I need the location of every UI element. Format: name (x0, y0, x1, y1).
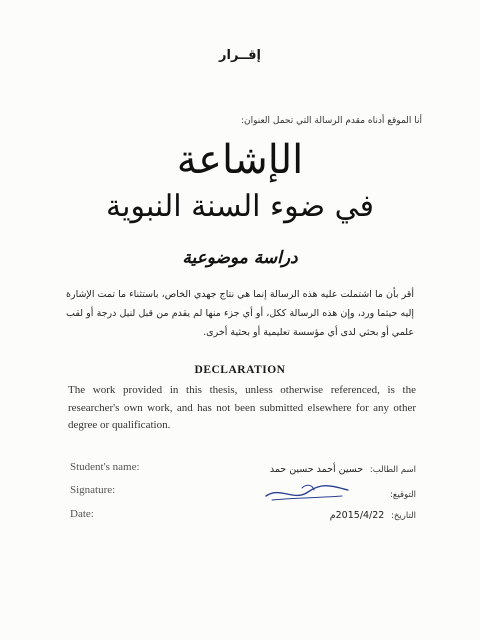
student-name-label-ar: اسم الطالب: (369, 465, 416, 475)
arabic-intro-line: أنا الموقع أدناه مقدم الرسالة التي تحمل العنوان: (240, 116, 422, 126)
thesis-title-main: الإشاعة (176, 137, 304, 183)
date-field-ar (330, 510, 416, 521)
signature-field-ar (390, 490, 416, 500)
date-label: Date: (70, 508, 94, 520)
arabic-declaration-text: أقر بأن ما اشتملت عليه هذه الرسالة إنما هي نتاج جهدي الخاص، باستثناء ما تمت الإشارة إليه حيثما ورد، وإن هذه الرسالة ككل، أو أي جزء منها لم يقدم من قبل لنيل درجة أو لقب علمي أو بحثي لدى أي مؤسسة تعليمية أو بحثية أخرى. (66, 289, 414, 338)
date-value-ar: 2015/4/22م (329, 510, 385, 521)
arabic-declaration-heading: إقــرار (219, 48, 261, 63)
thesis-title-sub: في ضوء السنة النبوية (106, 189, 374, 224)
english-declaration-text: The work provided in this thesis, unless otherwise referenced, is the researcher's own work, and has not been submitted elsewhere for any other degree or qualification. (68, 384, 416, 431)
signature-label: Signature: (70, 484, 116, 496)
student-name-label: Student's name: (70, 461, 140, 473)
signature-label-ar: التوقيع: (390, 490, 416, 500)
english-declaration-heading: DECLARATION (194, 364, 286, 376)
date-label-ar: التاريخ: (391, 511, 416, 521)
student-name-value-ar: حسين أحمد حسين حمد (269, 464, 364, 475)
handwritten-signature (262, 480, 352, 506)
student-name-field-ar (270, 464, 416, 475)
thesis-study-type: دراسة موضوعية (182, 248, 298, 268)
